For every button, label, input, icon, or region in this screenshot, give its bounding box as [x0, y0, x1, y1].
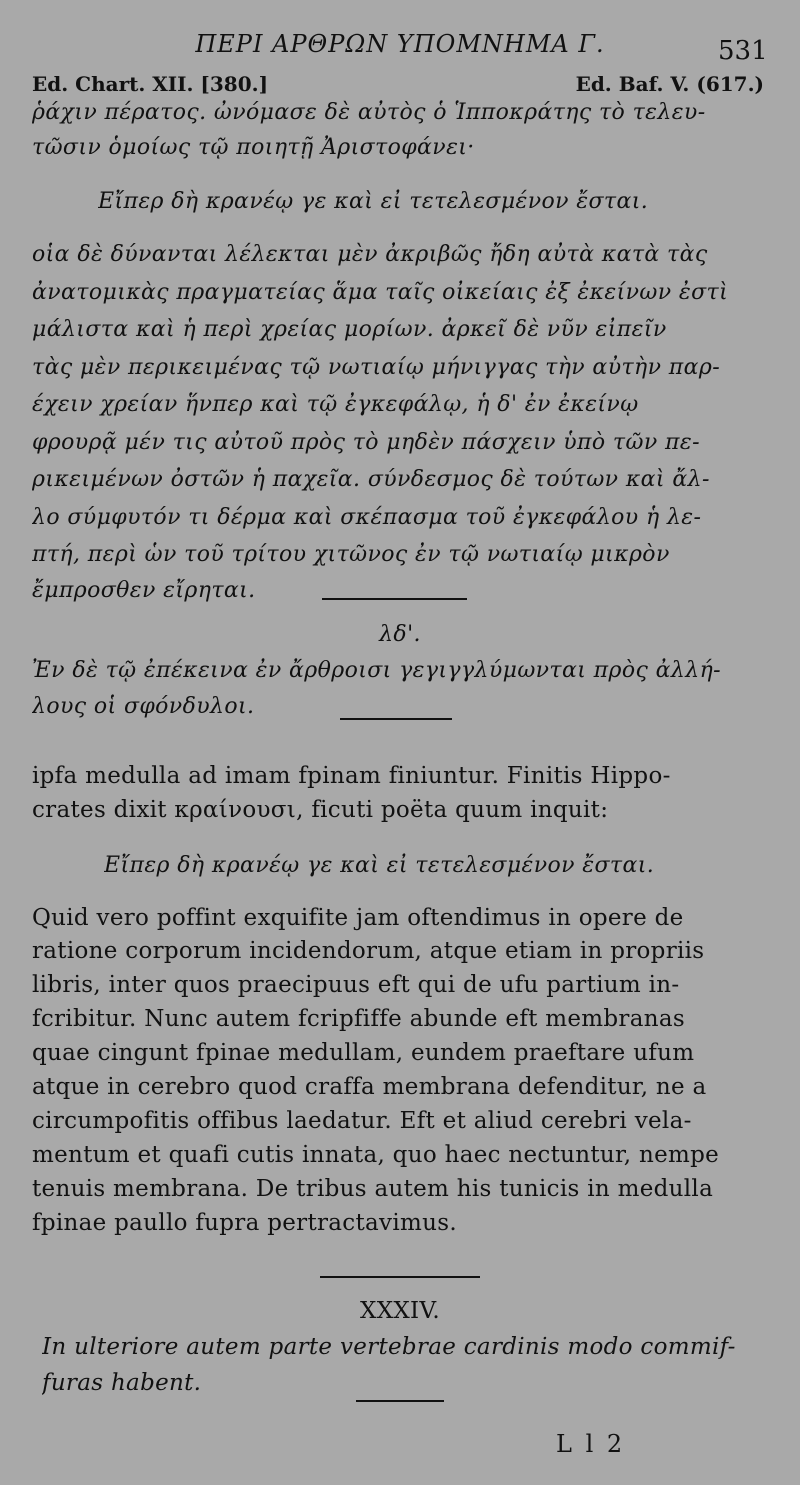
greek-line: ῥάχιν πέρατος. ὠνόμασε δὲ αὐτὸς ὁ Ἱπποκράτης τὸ τελευ- — [32, 100, 706, 125]
latin-paragraph-line: atque in cerebro quod craffa membrana defenditur, ne a — [32, 1074, 707, 1100]
section-rule — [340, 718, 452, 720]
signature-mark: L l 2 — [556, 1430, 626, 1458]
greek-paragraph-line: φρουρᾷ μέν τις αὐτοῦ πρὸς τὸ μηδὲν πάσχειν ὑπὸ τῶν πε- — [32, 430, 700, 455]
greek-lemma-line: λους οἱ σφόνδυλοι. — [32, 694, 255, 719]
latin-paragraph-line: tenuis membrana. De tribus autem his tunicis in medulla — [32, 1176, 714, 1202]
edition-reference-left: Ed. Chart. XII. [380.] — [32, 72, 269, 96]
greek-section-number: λδ'. — [379, 622, 421, 647]
latin-quoted-verse: Εἴπερ δὴ κρανέῳ γε καὶ εἰ τετελεσμένον ἔσται. — [104, 853, 655, 878]
section-rule — [320, 1276, 480, 1278]
greek-paragraph-line: μάλιστα καὶ ἡ περὶ χρείας μορίων. ἀρκεῖ δὲ νῦν εἰπεῖν — [32, 317, 667, 342]
latin-paragraph-line: ratione corporum incidendorum, atque etiam in propriis — [32, 938, 705, 964]
greek-line: τῶσιν ὁμοίως τῷ ποιητῇ Ἀριστοφάνει· — [32, 135, 475, 160]
greek-lemma-line: Ἐν δὲ τῷ ἐπέκεινα ἐν ἄρθροισι γεγιγγλύμωνται πρὸς ἀλλή- — [32, 658, 721, 683]
latin-lemma-line: In ulteriore autem parte vertebrae cardinis modo commif- — [42, 1334, 736, 1360]
greek-paragraph-line: λο σύμφυτόν τι δέρμα καὶ σκέπασμα τοῦ ἐγκεφάλου ἡ λε- — [32, 505, 702, 530]
greek-paragraph-line: ρικειμένων ὀστῶν ἡ παχεῖα. σύνδεσμος δὲ τούτων καὶ ἄλ- — [32, 467, 710, 492]
latin-paragraph-line: mentum et quafi cutis innata, quo haec nectuntur, nempe — [32, 1142, 720, 1168]
latin-paragraph-line: Quid vero poffint exquifite jam oftendimus in opere de — [32, 905, 684, 931]
greek-verse: Εἴπερ δὴ κρανέῳ γε καὶ εἰ τετελεσμένον ἔσται. — [98, 189, 649, 214]
page-number: 531 — [718, 36, 768, 66]
greek-paragraph-line: τὰς μὲν περικειμένας τῷ νωτιαίῳ μήνιγγας τὴν αὐτὴν παρ- — [32, 355, 721, 380]
latin-section-number: XXXIV. — [360, 1298, 440, 1324]
latin-paragraph-line: quae cingunt fpinae medullam, eundem praeftare ufum — [32, 1040, 695, 1066]
running-title: ΠΕΡΙ ΑΡΘΡΩΝ ΥΠΟΜΝΗΜΑ Γ. — [195, 30, 605, 58]
greek-paragraph-line: ἔμπροσθεν εἴρηται. — [32, 578, 256, 603]
section-rule — [322, 598, 467, 600]
latin-paragraph-line: fcribitur. Nunc autem fcripfiffe abunde eft membranas — [32, 1006, 685, 1032]
greek-paragraph-line: οἷα δὲ δύνανται λέλεκται μὲν ἀκριβῶς ἤδη αὐτὰ κατὰ τὰς — [32, 242, 708, 267]
greek-paragraph-line: έχειν χρείαν ἥνπερ καὶ τῷ ἐγκεφάλῳ, ἡ δ' ἐν ἐκείνῳ — [32, 392, 639, 417]
greek-paragraph-line: ἀνατομικὰς πραγματείας ἅμα ταῖς οἰκείαις ἐξ ἐκείνων ἐστὶ — [32, 280, 729, 305]
latin-lemma-line: furas habent. — [42, 1370, 202, 1396]
latin-line: crates dixit κραίνουσι, ficuti poëta quum inquit: — [32, 797, 609, 823]
latin-paragraph-line: libris, inter quos praecipuus eft qui de ufu partium in- — [32, 972, 680, 998]
greek-paragraph-line: πτή, περὶ ὧν τοῦ τρίτου χιτῶνος ἐν τῷ νωτιαίῳ μικρὸν — [32, 542, 670, 567]
latin-line: ipfa medulla ad imam fpinam finiuntur. Finitis Hippo- — [32, 763, 671, 789]
edition-reference-right: Ed. Baf. V. (617.) — [575, 72, 764, 96]
latin-paragraph-line: fpinae paullo fupra pertractavimus. — [32, 1210, 457, 1236]
latin-paragraph-line: circumpofitis offibus laedatur. Eft et aliud cerebri vela- — [32, 1108, 692, 1134]
section-rule — [356, 1400, 444, 1402]
